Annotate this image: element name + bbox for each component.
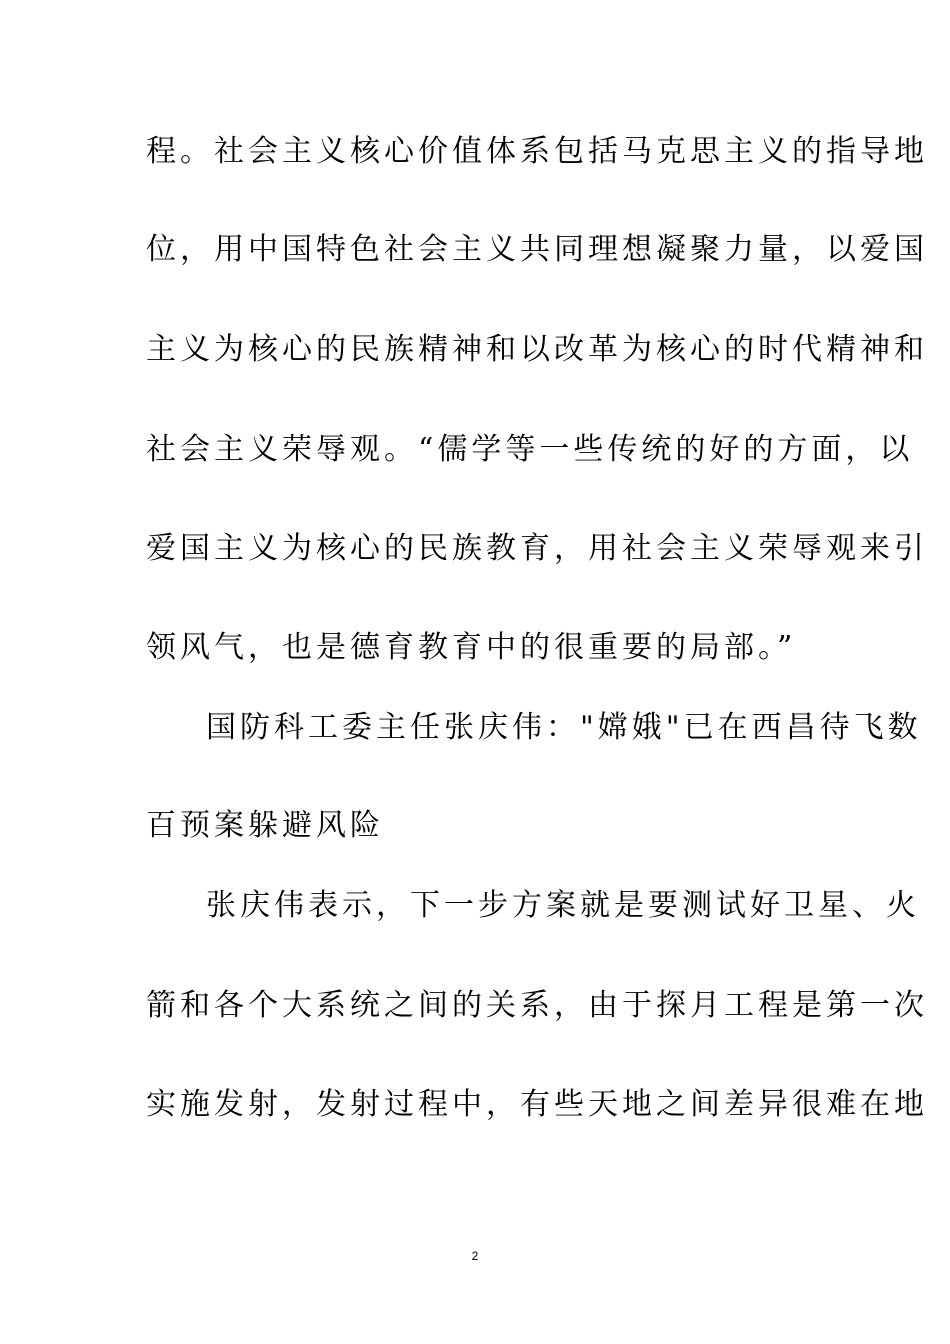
text-line: 实施发射，发射过程中，有些天地之间差异很难在地 <box>146 1087 928 1122</box>
text-line: 程。社会主义核心价值体系包括马克思主义的指导地 <box>146 134 928 169</box>
text-line: 主义为核心的民族精神和以改革为核心的时代精神和 <box>146 332 928 367</box>
text-line: 领风气，也是德育教育中的很重要的局部。” <box>146 630 797 665</box>
text-line: 位，用中国特色社会主义共同理想凝聚力量，以爱国 <box>146 232 928 267</box>
page-number: 2 <box>471 1249 479 1263</box>
text-line: 张庆伟表示，下一步方案就是要测试好卫星、火 <box>206 888 920 923</box>
heading-line: 国防科工委主任张庆伟："嫦娥"已在西昌待飞数 <box>206 710 922 745</box>
text-line: 箭和各个大系统之间的关系，由于探月工程是第一次 <box>146 988 928 1023</box>
text-line: 爱国主义为核心的民族教育，用社会主义荣辱观来引 <box>146 531 928 566</box>
heading-line: 百预案躲避风险 <box>146 808 384 843</box>
text-line: 社会主义荣辱观。“儒学等一些传统的好的方面，以 <box>146 432 914 467</box>
